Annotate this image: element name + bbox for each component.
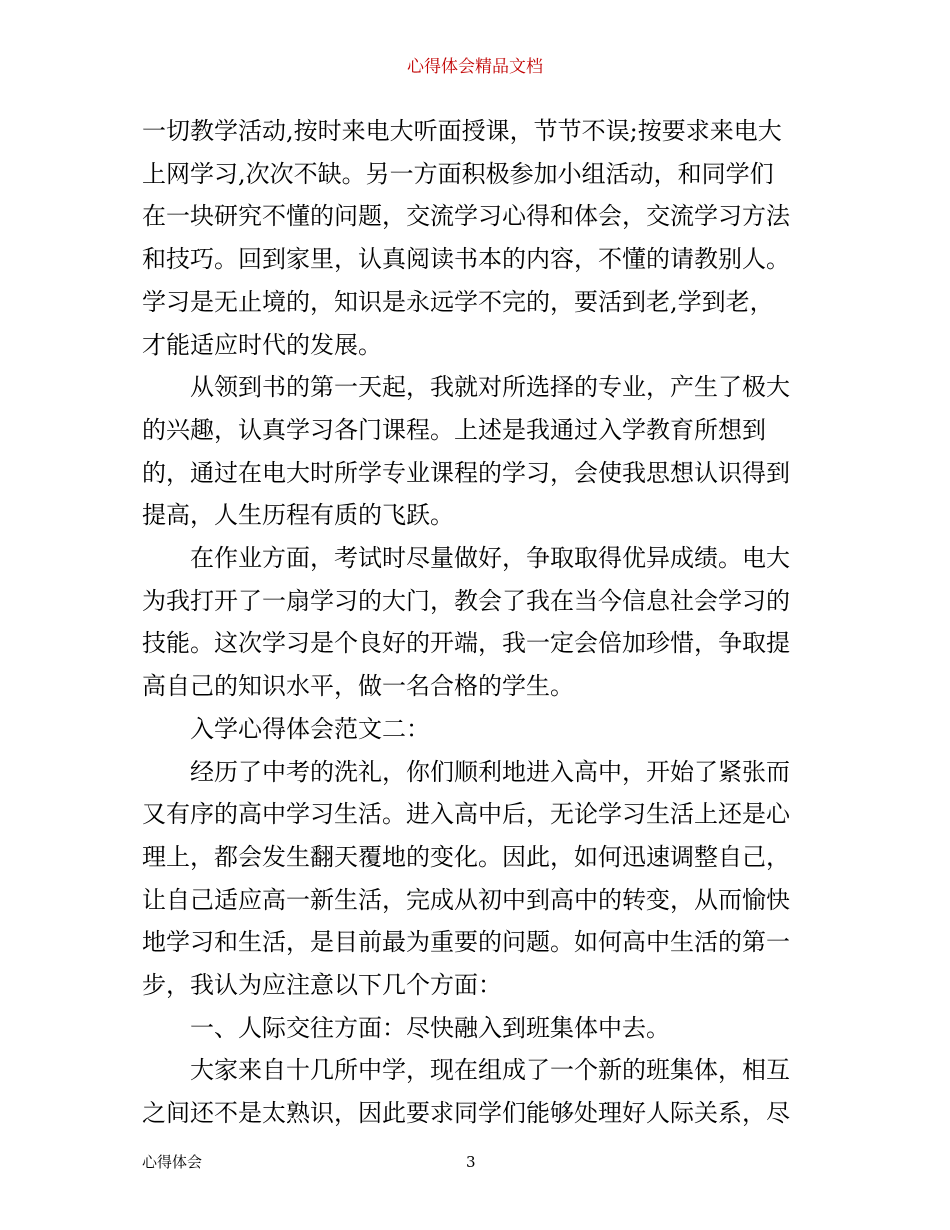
text-line: 技能。这次学习是个良好的开端，我一定会倍加珍惜，争取提 [142, 629, 790, 658]
text-line: 学习是无止境的，知识是永远学不完的，要活到老,学到老， [142, 287, 774, 316]
text-line: 在作业方面，考试时尽量做好，争取取得优异成绩。电大 [190, 544, 790, 573]
paragraph [142, 537, 812, 708]
paragraph [142, 1007, 812, 1050]
text-line: 一、人际交往方面：尽快融入到班集体中去。 [190, 1013, 670, 1042]
paragraph [142, 366, 812, 537]
text-line: 在一块研究不懂的问题，交流学习心得和体会，交流学习方法 [142, 202, 790, 231]
page-header-title: 心得体会精品文档 [407, 57, 543, 77]
text-line: 上网学习,次次不缺。另一方面积极参加小组活动，和同学们 [142, 159, 774, 188]
text-line: 才能适应时代的发展。 [142, 330, 382, 359]
text-line: 之间还不是太熟识，因此要求同学们能够处理好人际关系，尽 [142, 1099, 790, 1128]
text-line: 和技巧。回到家里，认真阅读书本的内容，不懂的请教别人。 [142, 245, 790, 274]
text-line: 步，我认为应注意以下几个方面： [142, 971, 502, 1000]
text-line: 大家来自十几所中学，现在组成了一个新的班集体，相互 [190, 1056, 790, 1085]
text-line: 又有序的高中学习生活。进入高中后，无论学习生活上还是心 [142, 800, 790, 829]
text-line: 从领到书的第一天起，我就对所选择的专业，产生了极大 [190, 373, 790, 402]
text-line: 让自己适应高一新生活，完成从初中到高中的转变，从而愉快 [142, 885, 790, 914]
text-line: 入学心得体会范文二： [190, 714, 430, 743]
text-line: 的兴趣，认真学习各门课程。上述是我通过入学教育所想到 [142, 415, 766, 444]
text-line: 地学习和生活，是目前最为重要的问题。如何高中生活的第一 [142, 928, 790, 957]
paragraph [142, 1049, 812, 1134]
text-line: 经历了中考的洗礼，你们顺利地进入高中，开始了紧张而 [190, 757, 790, 786]
text-line: 一切教学活动,按时来电大听面授课，节节不误;按要求来电大 [142, 117, 782, 145]
text-line: 为我打开了一扇学习的大门，教会了我在当今信息社会学习的 [142, 586, 790, 615]
text-line: 理上，都会发生翻天覆地的变化。因此，如何迅速调整自己， [142, 842, 790, 871]
footer-label: 心得体会 [142, 1153, 203, 1171]
page-number: 3 [466, 1153, 476, 1171]
paragraph [142, 708, 812, 751]
text-line: 提高，人生历程有质的飞跃。 [142, 501, 454, 530]
document-body [142, 110, 812, 1135]
paragraph [142, 751, 812, 1007]
paragraph [142, 110, 812, 366]
text-line: 的，通过在电大时所学专业课程的学习，会使我思想认识得到 [142, 458, 790, 487]
text-line: 高自己的知识水平，做一名合格的学生。 [142, 672, 574, 701]
